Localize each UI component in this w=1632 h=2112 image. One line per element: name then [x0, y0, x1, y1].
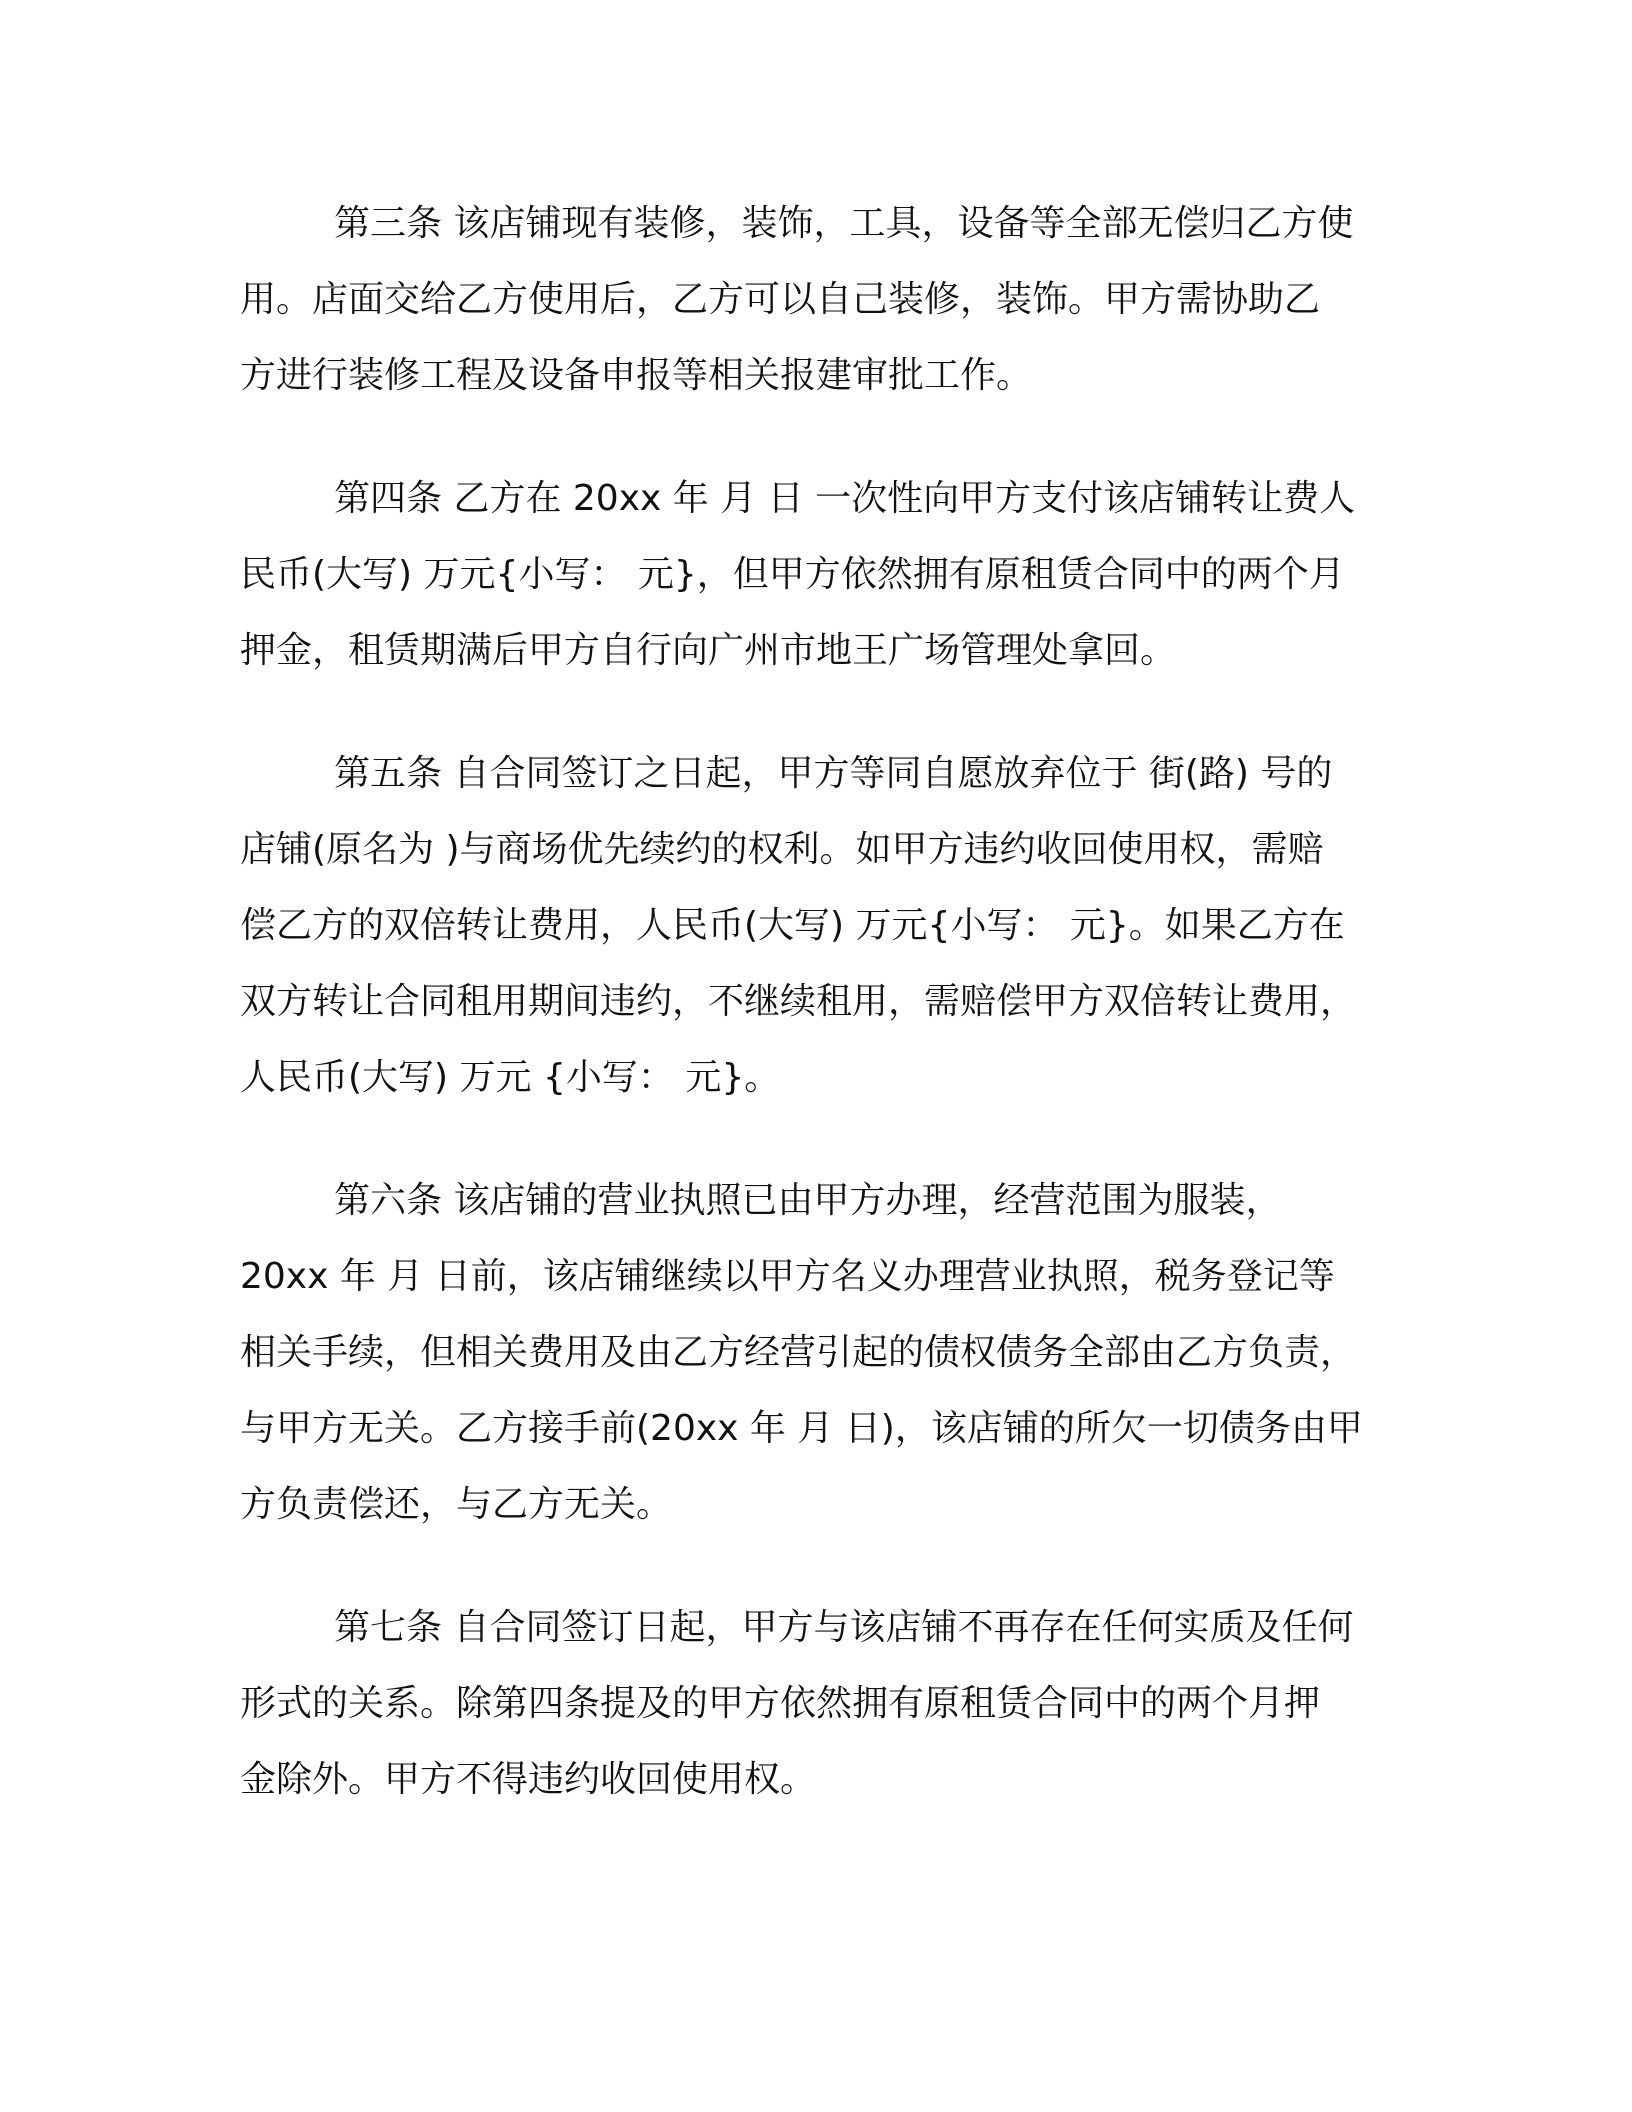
- text-line: 金除外。甲方不得违约收回使用权。: [240, 1759, 817, 1800]
- text-line: 偿乙方的双倍转让费用，人民币(大写) 万元{小写： 元}。如果乙方在: [240, 905, 1345, 946]
- text-line: 第三条 该店铺现有装修，装饰，工具，设备等全部无偿归乙方使: [334, 203, 1354, 244]
- text-line: 用。店面交给乙方使用后，乙方可以自己装修，装饰。甲方需协助乙: [240, 279, 1321, 320]
- text-line: 20xx 年 月 日前，该店铺继续以甲方名义办理营业执照，税务登记等: [240, 1256, 1335, 1297]
- article-7-paragraph: [240, 1590, 1385, 1818]
- text-line: 第四条 乙方在 20xx 年 月 日 一次性向甲方支付该店铺转让费人: [334, 478, 1356, 519]
- text-line: 押金，租赁期满后甲方自行向广州市地王广场管理处拿回。: [240, 630, 1177, 671]
- text-line: 形式的关系。除第四条提及的甲方依然拥有原租赁合同中的两个月押: [240, 1683, 1321, 1724]
- article-4-paragraph: [240, 461, 1385, 689]
- text-line: 方进行装修工程及设备申报等相关报建审批工作。: [240, 355, 1033, 396]
- text-line: 与甲方无关。乙方接手前(20xx 年 月 日)，该店铺的所欠一切债务由甲: [240, 1408, 1363, 1449]
- text-line: 第五条 自合同签订之日起，甲方等同自愿放弃位于 街(路) 号的: [334, 753, 1333, 794]
- article-5-paragraph: [240, 736, 1385, 1116]
- text-line: 民币(大写) 万元{小写： 元}，但甲方依然拥有原租赁合同中的两个月: [240, 554, 1345, 595]
- text-line: 店铺(原名为 )与商场优先续约的权利。如甲方违约收回使用权，需赔: [240, 829, 1324, 870]
- document-body: [240, 186, 1385, 1865]
- text-line: 第七条 自合同签订日起，甲方与该店铺不再存在任何实质及任何: [334, 1607, 1354, 1648]
- article-3-paragraph: [240, 186, 1385, 414]
- article-6-paragraph: [240, 1163, 1385, 1543]
- text-line: 相关手续，但相关费用及由乙方经营引起的债权债务全部由乙方负责，: [240, 1332, 1357, 1373]
- text-line: 人民币(大写) 万元 {小写： 元}。: [240, 1057, 781, 1098]
- text-line: 第六条 该店铺的营业执照已由甲方办理，经营范围为服装，: [334, 1180, 1282, 1221]
- text-line: 双方转让合同租用期间违约，不继续租用，需赔偿甲方双倍转让费用，: [240, 981, 1357, 1022]
- text-line: 方负责偿还，与乙方无关。: [240, 1484, 673, 1525]
